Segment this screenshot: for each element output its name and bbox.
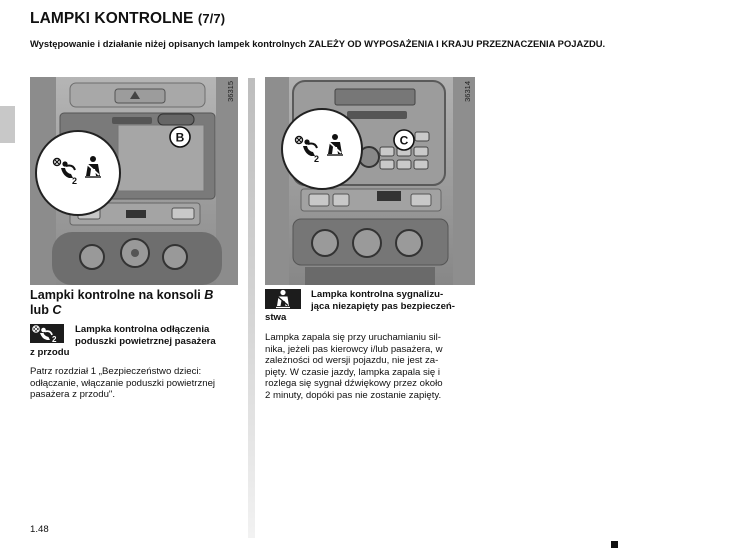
figure-console-c	[265, 77, 475, 285]
figure-number: 36315	[226, 81, 235, 102]
figure-console-b	[30, 77, 238, 285]
figure-number-2: 36314	[463, 81, 472, 102]
chapter-tab	[0, 106, 15, 143]
seatbelt-lamp-title: Lampka kontrolna sygnalizu- jąca niezapięty pas bezpieczeń-	[311, 289, 455, 312]
svg-text:2: 2	[72, 176, 78, 186]
airbag-lamp-title: Lampka kontrolna odłączenia poduszki powietrznej pasażera	[75, 324, 216, 347]
page-number: 1.48	[30, 524, 49, 535]
svg-text:2: 2	[52, 335, 57, 343]
passenger-airbag-off-icon	[30, 324, 64, 343]
airbag-lamp-description: Patrz rozdział 1 „Bezpieczeństwo dzieci: odłączanie, włączanie poduszki powietrznej pasażera z przodu".	[30, 366, 216, 401]
svg-text:2: 2	[314, 154, 320, 164]
seatbelt-lamp-title-end: stwa	[265, 312, 287, 323]
seatbelt-lamp-description: Lampka zapala się przy uruchamianiu sil- nika, jeżeli pas kierowcy i/lub pasażera, w zależności od wersji pojazdu, nie jest za- pięty. W czasie jazdy, lampka zapala się i rozlega się sygnał dźwiękowy przez około 2 minuty, dopóki pas nie zostanie zapięty.	[265, 332, 443, 401]
seatbelt-warning-icon	[265, 289, 301, 309]
end-of-section-mark	[611, 541, 618, 548]
section-heading: Lampki kontrolne na konsoli B lub C	[30, 288, 214, 317]
callout-c: C	[399, 133, 409, 148]
column-divider	[248, 78, 255, 538]
intro-text: Występowanie i działanie niżej opisanych lampek kontrolnych ZALEŻY OD WYPOSAŻENIA I KRAJU PRZEZNACZENIA POJAZDU.	[30, 38, 606, 49]
callout-b: B	[175, 130, 185, 145]
page-title: LAMPKI KONTROLNE (7/7)	[30, 10, 226, 27]
airbag-lamp-title-end: z przodu	[30, 347, 70, 358]
